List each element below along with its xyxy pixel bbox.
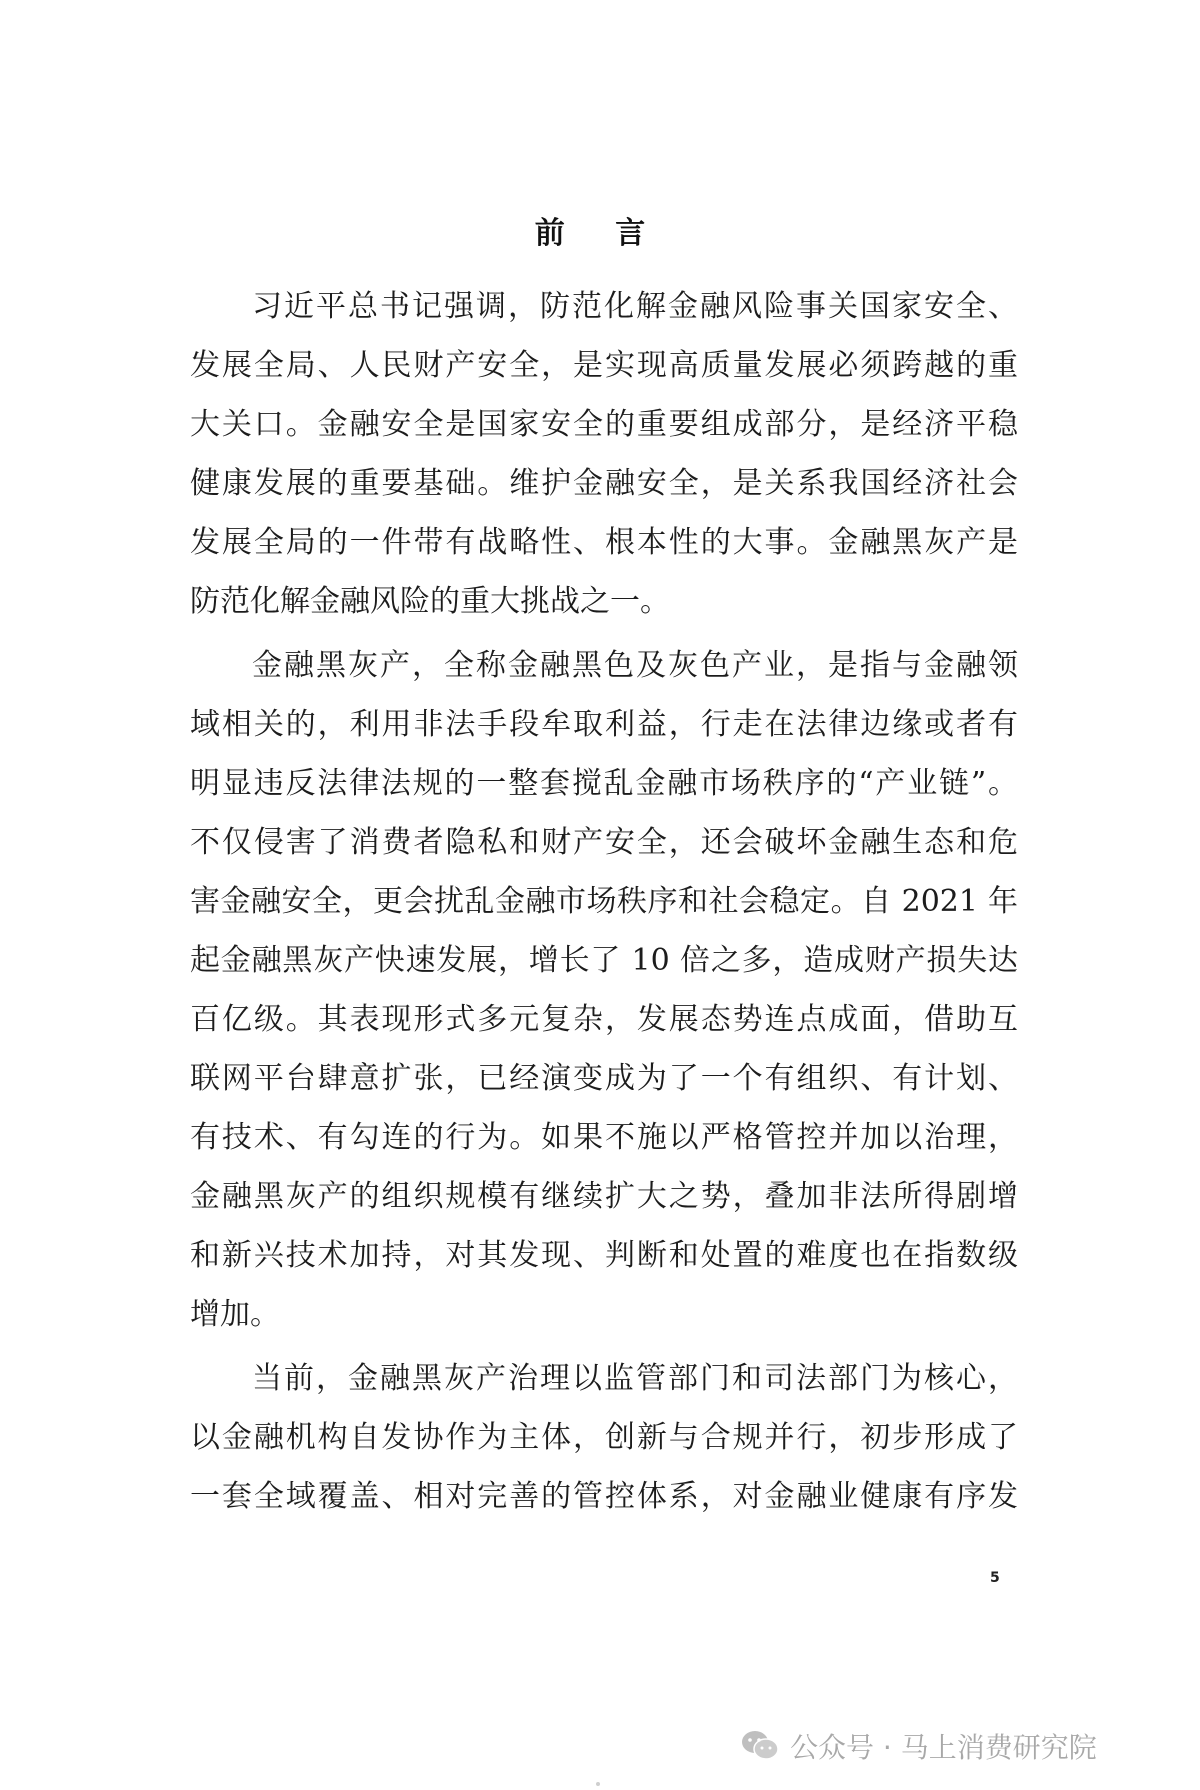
wechat-icon [740, 1729, 780, 1763]
paragraph-line: 金融黑灰产，全称金融黑色及灰色产业，是指与金融领 [252, 648, 1018, 683]
paragraph-line: 防范化解金融风险的重大挑战之一。 [190, 584, 670, 619]
paragraph-line: 起金融黑灰产快速发展，增长了 10 倍之多，造成财产损失达 [190, 943, 1018, 978]
paragraph-line: 增加。 [190, 1297, 280, 1332]
paragraph-line: 有技术、有勾连的行为。如果不施以严格管控并加以治理， [190, 1120, 1018, 1155]
watermark [740, 1724, 1097, 1768]
paragraph-line: 习近平总书记强调，防范化解金融风险事关国家安全、 [252, 289, 1018, 324]
paragraph-line: 大关口。金融安全是国家安全的重要组成部分，是经济平稳 [190, 407, 1018, 442]
paragraph-line: 域相关的，利用非法手段牟取利益，行走在法律边缘或者有 [190, 707, 1018, 742]
paragraph-line: 害金融安全，更会扰乱金融市场秩序和社会稳定。自 2021 年 [190, 884, 1018, 919]
watermark-text: 公众号 · 马上消费研究院 [790, 1731, 1097, 1764]
paragraph-line: 和新兴技术加持，对其发现、判断和处置的难度也在指数级 [190, 1238, 1018, 1273]
page-title: 前 言 [534, 216, 666, 251]
paragraph-line: 不仅侵害了消费者隐私和财产安全，还会破坏金融生态和危 [190, 825, 1018, 860]
paragraph-line: 一套全域覆盖、相对完善的管控体系，对金融业健康有序发 [190, 1479, 1018, 1514]
paragraph-line: 发展全局的一件带有战略性、根本性的大事。金融黑灰产是 [190, 525, 1018, 560]
paragraph-line: 以金融机构自发协作为主体，创新与合规并行，初步形成了 [190, 1420, 1018, 1455]
paragraph-line: 金融黑灰产的组织规模有继续扩大之势，叠加非法所得剧增 [190, 1179, 1018, 1214]
page-number: 5 [990, 1570, 1000, 1586]
paragraph-line: 百亿级。其表现形式多元复杂，发展态势连点成面，借助互 [190, 1002, 1018, 1037]
paragraph-line: 当前，金融黑灰产治理以监管部门和司法部门为核心， [252, 1361, 1018, 1396]
scan-dot [596, 1782, 600, 1786]
paragraph-line: 健康发展的重要基础。维护金融安全，是关系我国经济社会 [190, 466, 1018, 501]
paragraph-line: 明显违反法律法规的一整套搅乱金融市场秩序的“产业链”。 [190, 766, 1018, 801]
paragraph-line: 联网平台肆意扩张，已经演变成为了一个有组织、有计划、 [190, 1061, 1018, 1096]
paragraph-line: 发展全局、人民财产安全，是实现高质量发展必须跨越的重 [190, 348, 1018, 383]
